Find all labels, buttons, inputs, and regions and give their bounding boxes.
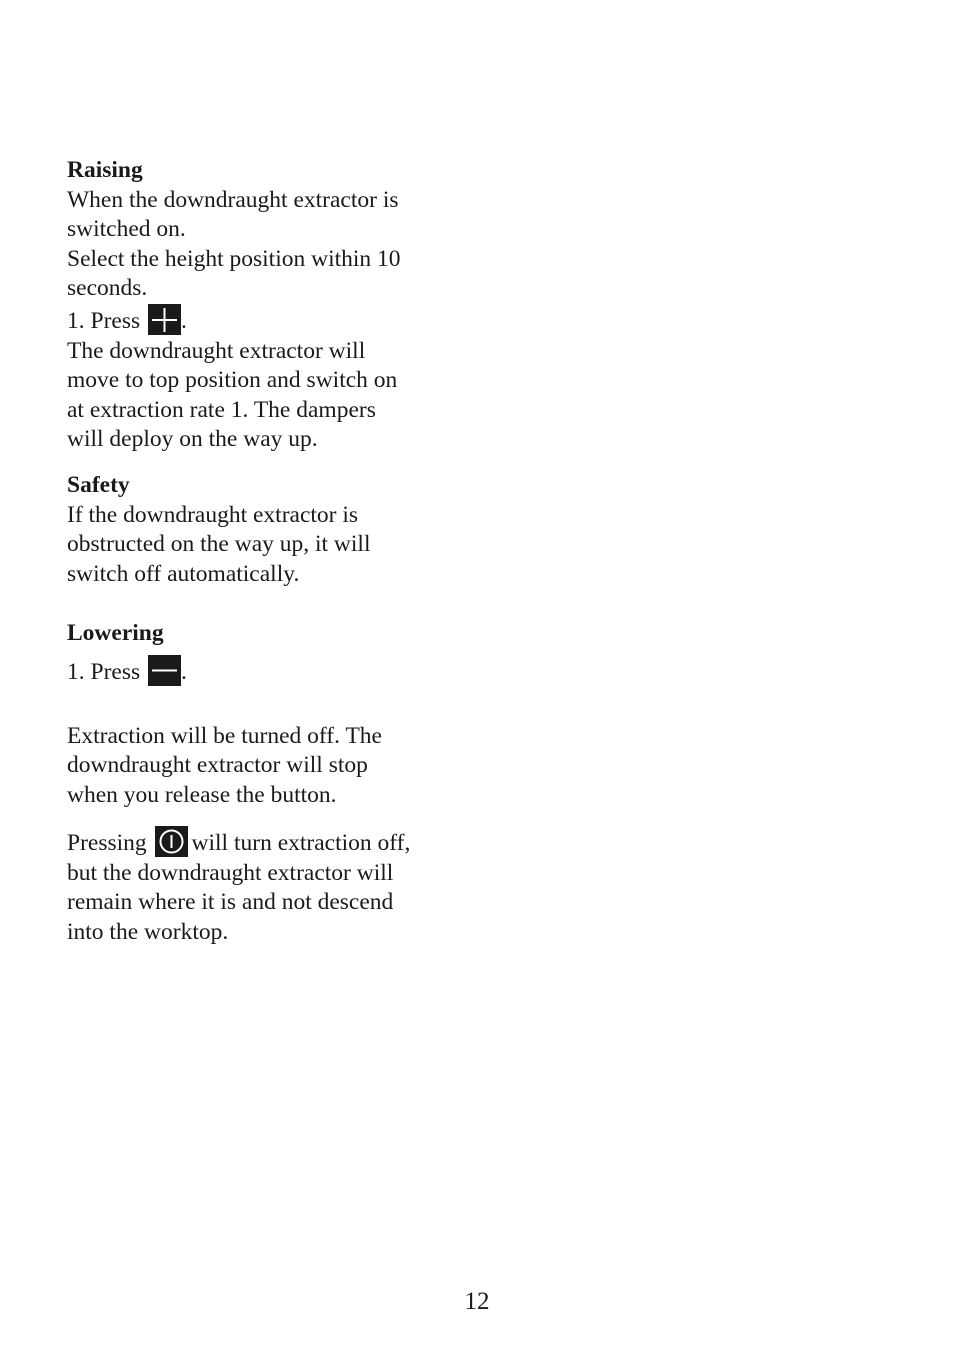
raising-result-line: at extraction rate 1. The dampers (67, 396, 376, 423)
safety-line: If the downdraught extractor is (67, 501, 359, 528)
pressing-continuation-line: remain where it is and not descend (67, 889, 394, 916)
lowering-result-line: downdraught extractor will stop (67, 752, 368, 779)
raising-step-prefix: 1. Press (67, 307, 141, 334)
raising-intro-line: switched on. (67, 216, 186, 243)
raising-result-line: move to top position and switch on (67, 367, 398, 394)
lowering-step (67, 655, 447, 688)
lowering-step-suffix: . (181, 658, 187, 685)
lowering-result-line: Extraction will be turned off. The (67, 722, 382, 749)
instruction-column (67, 156, 447, 948)
pressing-continuation-line: into the worktop. (67, 919, 229, 946)
page-number: 12 (464, 1288, 490, 1315)
raising-select-line: Select the height position within 10 (67, 245, 401, 272)
raising-intro-line: When the downdraught extractor is (67, 186, 399, 213)
raising-step (67, 304, 447, 337)
lowering-result-line: when you release the button. (67, 781, 337, 808)
lowering-heading: Lowering (67, 620, 164, 647)
raising-result-line: The downdraught extractor will (67, 337, 366, 364)
raising-result-line: will deploy on the way up. (67, 426, 318, 453)
raising-heading: Raising (67, 157, 143, 183)
raising-select-line: seconds. (67, 275, 148, 302)
plus-icon (148, 304, 181, 335)
minus-icon (148, 655, 181, 686)
safety-line: switch off automatically. (67, 560, 300, 587)
lowering-step-prefix: 1. Press (67, 658, 141, 685)
power-icon (155, 826, 188, 857)
pressing-prefix: Pressing (67, 830, 147, 857)
safety-heading: Safety (67, 471, 130, 498)
pressing-line (67, 826, 447, 859)
pressing-suffix: will turn extraction off, (191, 830, 411, 857)
safety-line: obstructed on the way up, it will (67, 531, 371, 558)
raising-step-suffix: . (181, 307, 187, 334)
pressing-continuation-line: but the downdraught extractor will (67, 859, 394, 886)
